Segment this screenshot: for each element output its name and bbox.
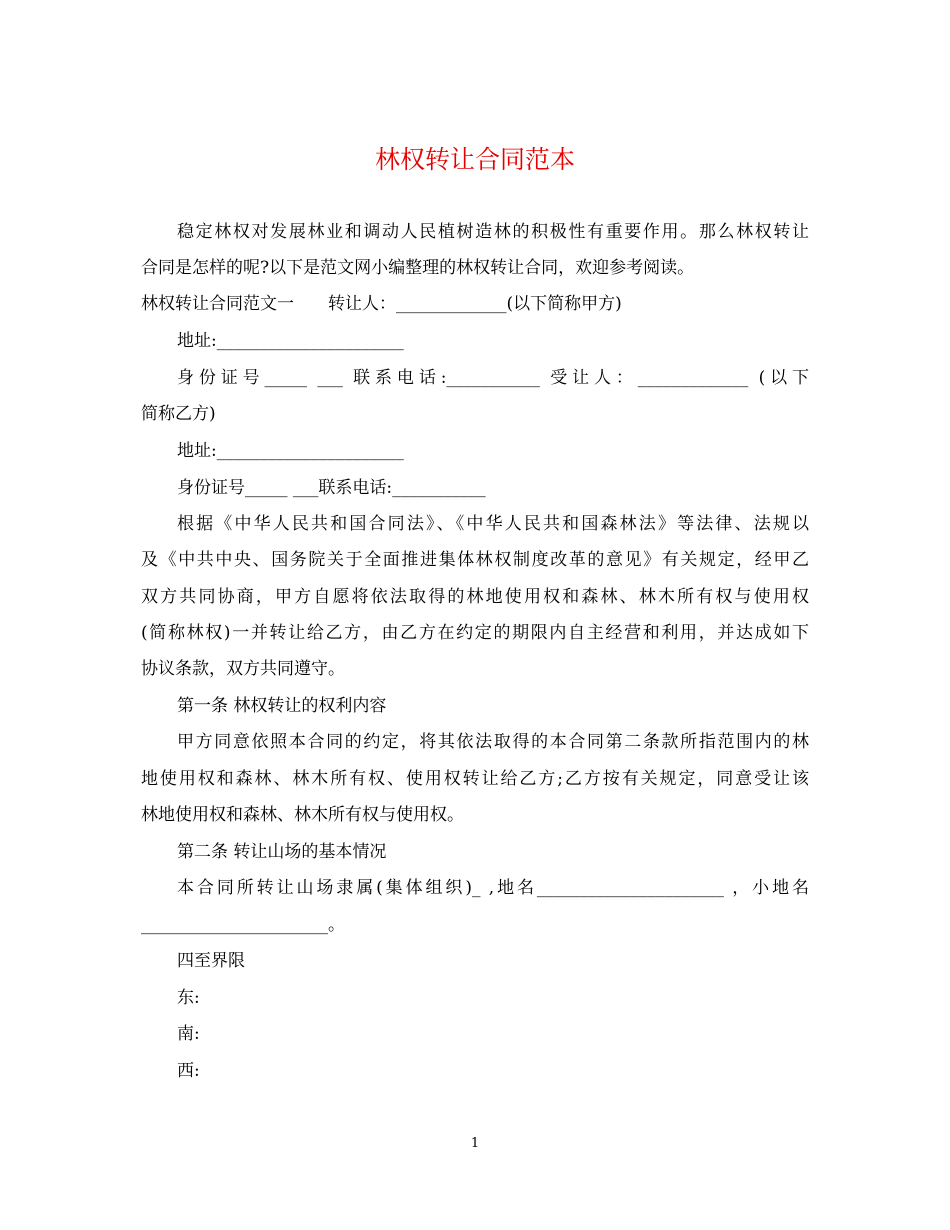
paragraph-line: 地使用权和森林、林木所有权、使用权转让给乙方;乙方按有关规定，同意受让该 [141, 769, 809, 789]
boundary-east: 东: [177, 988, 200, 1008]
paragraph-line: 稳定林权对发展林业和调动人民植树造林的积极性有重要作用。那么林权转让 [177, 222, 809, 242]
paragraph-line: (简称林权)一并转让给乙方，由乙方在约定的期限内自主经营和利用，并达成如下 [141, 623, 809, 643]
paragraph-line: 林权转让合同范文一 转让人：_____________(以下简称甲方) [141, 294, 622, 314]
section-heading: 第二条 转让山场的基本情况 [177, 842, 387, 862]
boundary-south: 南: [177, 1024, 200, 1044]
page-number: 1 [470, 1136, 480, 1151]
section-heading: 第一条 林权转让的权利内容 [177, 696, 387, 716]
paragraph-line: 林地使用权和森林、林木所有权与使用权。 [141, 805, 464, 825]
paragraph-line: 身份证号_____ ___联系电话:___________ [177, 478, 486, 498]
paragraph-line: 根据《中华人民共和国合同法》、《中华人民共和国森林法》等法律、法规以 [177, 514, 809, 534]
paragraph-line: 地址:______________________ [177, 441, 404, 461]
paragraph-line: 甲方同意依照本合同的约定，将其依法取得的本合同第二条款所指范围内的林 [177, 732, 809, 752]
document-title: 林权转让合同范本 [374, 145, 575, 174]
section-heading: 四至界限 [177, 951, 245, 971]
paragraph-line: 身份证号_____ ___ 联系电话:___________ 受让人：_____________ (以下 [177, 368, 809, 388]
paragraph-line: 合同是怎样的呢?以下是范文网小编整理的林权转让合同，欢迎参考阅读。 [141, 258, 695, 278]
paragraph-line: 地址:______________________ [177, 331, 404, 351]
paragraph-line: 简称乙方) [141, 404, 216, 424]
paragraph-line: 本合同所转让山场隶属(集体组织)_ ,地名______________________ ，小地名 [177, 878, 809, 898]
paragraph-line: 及《中共中央、国务院关于全面推进集体林权制度改革的意见》有关规定，经甲乙 [141, 550, 809, 570]
boundary-west: 西: [177, 1061, 200, 1081]
paragraph-line: 协议条款，双方共同遵守。 [141, 659, 345, 679]
paragraph-line: 双方共同协商，甲方自愿将依法取得的林地使用权和森林、林木所有权与使用权 [141, 587, 809, 607]
paragraph-line: ______________________。 [141, 915, 345, 935]
